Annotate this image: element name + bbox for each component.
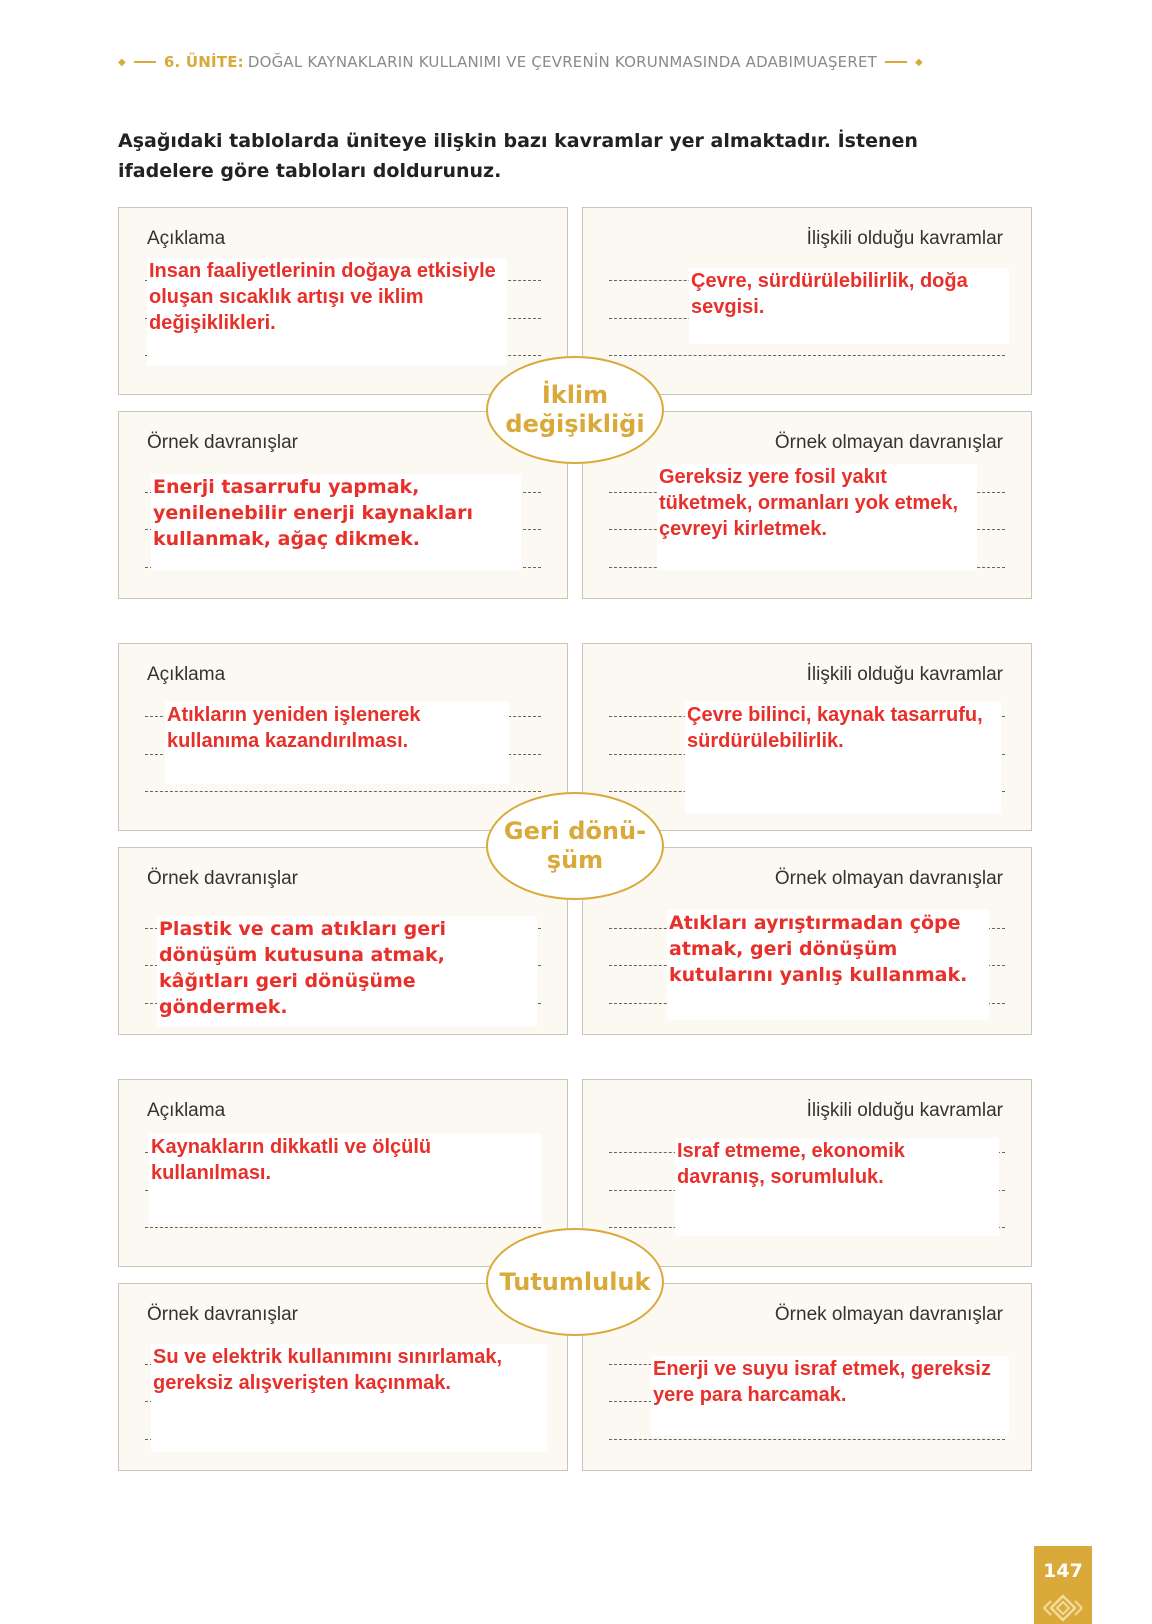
card-label: İlişkili olduğu kavramlar <box>806 664 1003 685</box>
card-label: Örnek olmayan davranışlar <box>774 1304 1003 1325</box>
concept-oval: Geri dönü-şüm <box>486 792 664 900</box>
card-iliskili <box>582 1079 1032 1267</box>
answer-text[interactable]: Çevre bilinci, kaynak tasarrufu, sürdürülebilirlik. <box>685 702 1001 814</box>
dotted-line <box>609 1439 1005 1440</box>
header-rule-left <box>134 61 156 63</box>
answer-text[interactable]: Enerji tasarrufu yapmak, yenilenebilir enerji kaynakları kullanmak, ağaç dikmek. <box>151 474 521 570</box>
dotted-line <box>145 1227 541 1228</box>
card-label: İlişkili olduğu kavramlar <box>806 1100 1003 1121</box>
answer-text[interactable]: Atıkları ayrıştırmadan çöpe atmak, geri dönüşüm kutularını yanlış kullanmak. <box>667 910 989 1020</box>
instructions: Aşağıdaki tablolarda üniteye ilişkin bazı kavramlar yer almaktadır. İstenen ifadelere göre tabloları doldurunuz. <box>118 130 918 182</box>
card-label: Örnek davranışlar <box>147 868 299 889</box>
card-aciklama <box>118 207 568 395</box>
card-label: Açıklama <box>147 1100 226 1121</box>
answer-text[interactable]: Israf etmeme, ekonomik davranış, sorumluluk. <box>675 1138 999 1236</box>
diamond-icon: ◆ <box>915 56 923 68</box>
concept-oval: Tutumluluk <box>486 1228 664 1336</box>
header-rule-right <box>885 61 907 63</box>
ornament-icon <box>1040 1590 1086 1624</box>
card-iliskili <box>582 643 1032 831</box>
answer-text[interactable]: Gereksiz yere fosil yakıt tüketmek, ormanları yok etmek, çevreyi kirletmek. <box>657 464 977 570</box>
unit-title: DOĞAL KAYNAKLARIN KULLANIMI VE ÇEVRENİN KORUNMASINDA ADABIMUAŞERET <box>247 53 878 71</box>
answer-text[interactable]: Enerji ve suyu israf etmek, gereksiz yere para harcamak. <box>651 1356 1009 1436</box>
diamond-icon: ◆ <box>118 56 126 68</box>
answer-text[interactable]: Kaynakların dikkatli ve ölçülü kullanılması. <box>149 1134 541 1224</box>
card-aciklama <box>118 643 568 831</box>
card-label: Örnek davranışlar <box>147 1304 299 1325</box>
answer-text[interactable]: Çevre, sürdürülebilirlik, doğa sevgisi. <box>689 268 1009 344</box>
answer-text[interactable]: Su ve elektrik kullanımını sınırlamak, gereksiz alışverişten kaçınmak. <box>151 1344 547 1452</box>
page-number-text: 147 <box>1043 1560 1083 1582</box>
dotted-line <box>145 791 541 792</box>
card-label: Açıklama <box>147 228 226 249</box>
card-label: Örnek davranışlar <box>147 432 299 453</box>
unit-label: 6. ÜNİTE: <box>163 53 244 71</box>
card-label: Örnek olmayan davranışlar <box>774 868 1003 889</box>
page-number <box>1034 1546 1092 1624</box>
dotted-line <box>609 355 1005 356</box>
unit-header <box>118 52 1036 72</box>
answer-text[interactable]: Atıkların yeniden işlenerek kullanıma kazandırılması. <box>165 702 509 784</box>
answer-text[interactable]: Plastik ve cam atıkları geri dönüşüm kutusuna atmak, kâğıtları geri dönüşüme göndermek. <box>157 916 537 1026</box>
card-label: İlişkili olduğu kavramlar <box>806 228 1003 249</box>
card-label: Açıklama <box>147 664 226 685</box>
card-aciklama <box>118 1079 568 1267</box>
card-iliskili <box>582 207 1032 395</box>
card-label: Örnek olmayan davranışlar <box>774 432 1003 453</box>
answer-text[interactable]: Insan faaliyetlerinin doğaya etkisiyle oluşan sıcaklık artışı ve iklim değişiklikleri. <box>147 258 507 366</box>
concept-oval: İklim değişikliği <box>486 356 664 464</box>
